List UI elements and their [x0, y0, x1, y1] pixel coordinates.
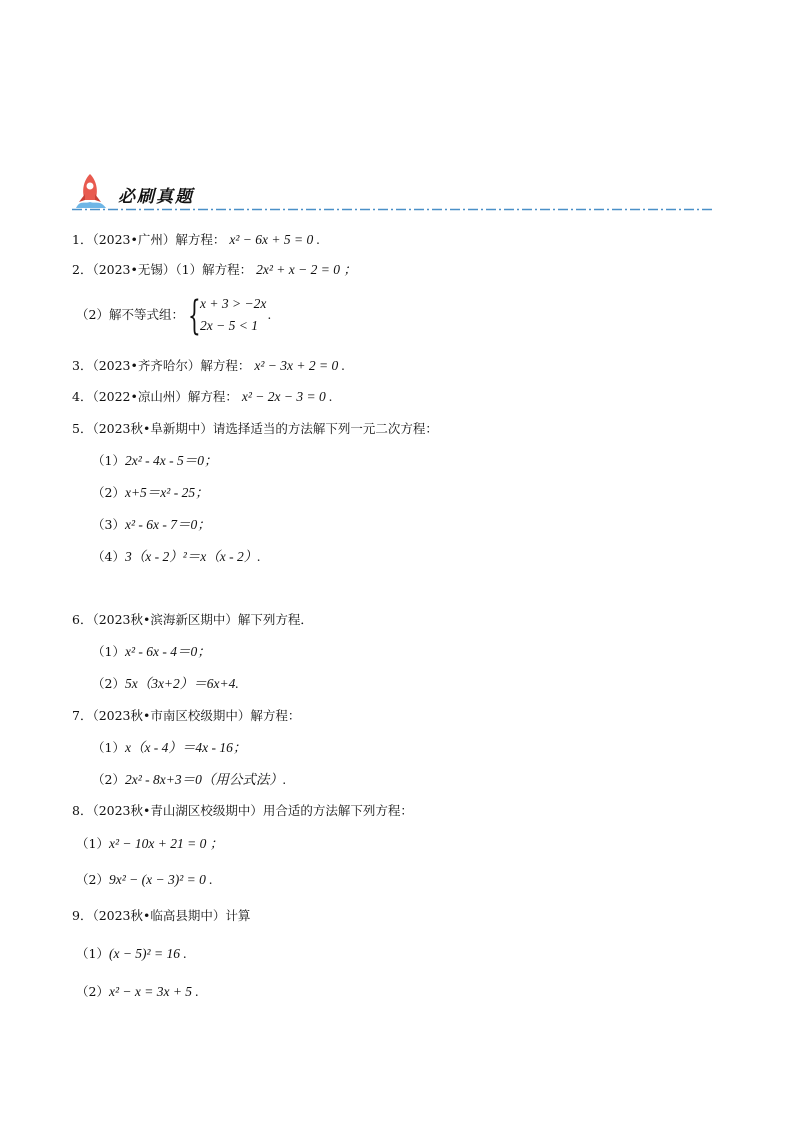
problem-6-1: （1）x² - 6x - 4＝0； [92, 644, 211, 659]
rocket-icon [72, 170, 112, 210]
problem-4 [72, 389, 333, 405]
system-row-1: x + 3 > −2x [200, 296, 267, 311]
problem-5-4: （4）3（x - 2）²＝x（x - 2）. [92, 549, 261, 564]
problem-9 [72, 908, 250, 924]
header-title: 必刷真题 [118, 187, 194, 207]
problem-9-1: （1）(x − 5)² = 16 . [76, 946, 187, 961]
problem-2-part-2 [76, 307, 184, 323]
problem-text: 5．（2023秋•阜新期中）请选择适当的方法解下列一元二次方程： [72, 421, 438, 436]
brace-symbol: { [188, 293, 201, 339]
problem-2-period: . [268, 307, 272, 322]
problem-8 [72, 803, 413, 819]
problem-text: 2．（2023•无锡）（1）解方程： [72, 262, 253, 277]
problem-7-2: （2）2x² - 8x+3＝0（用公式法）. [92, 772, 287, 787]
problem-6 [72, 612, 313, 628]
problem-5-1: （1）2x² - 4x - 5＝0； [92, 453, 218, 468]
problem-7 [72, 708, 300, 724]
problem-6-2: （2）5x（3x+2）＝6x+4. [92, 676, 239, 691]
problem-math: x² − 2x − 3 = 0 . [241, 389, 333, 404]
problem-text: 6．（2023秋•滨海新区期中）解下列方程． [72, 612, 313, 627]
problem-text: （2）解不等式组： [76, 307, 184, 322]
problem-1 [72, 232, 320, 248]
problem-math: x² − 3x + 2 = 0 . [254, 358, 345, 373]
problem-7-1: （1）x（x - 4）＝4x - 16； [92, 740, 247, 755]
problem-5-3: （3）x² - 6x - 7＝0； [92, 517, 211, 532]
problem-8-1: （1）x² − 10x + 21 = 0 ； [76, 836, 224, 851]
system-row-2: 2x − 5 < 1 [200, 318, 258, 333]
header-divider [72, 208, 712, 211]
problem-text: 1．（2023•广州）解方程： [72, 232, 226, 247]
problem-3 [72, 358, 345, 374]
problem-text: 7．（2023秋•市南区校级期中）解方程： [72, 708, 301, 723]
problem-5 [72, 421, 438, 437]
problem-text: 4．（2022•凉山州）解方程： [72, 389, 238, 404]
problem-9-2: （2）x² − x = 3x + 5 . [76, 984, 199, 999]
problem-text: 3．（2023•齐齐哈尔）解方程： [72, 358, 251, 373]
problem-text: 9．（2023秋•临高县期中）计算 [72, 908, 251, 923]
problem-text: 8．（2023秋•青山湖区校级期中）用合适的方法解下列方程： [72, 803, 413, 818]
problem-2-part-1 [72, 262, 357, 278]
problem-math: 2x² + x − 2 = 0 ； [256, 262, 357, 277]
section-header [72, 170, 712, 214]
problem-8-2: （2）9x² − (x − 3)² = 0 . [76, 872, 213, 887]
problem-math: x² − 6x + 5 = 0 . [229, 232, 320, 247]
problem-5-2: （2）x+5＝x² - 25； [92, 485, 209, 500]
